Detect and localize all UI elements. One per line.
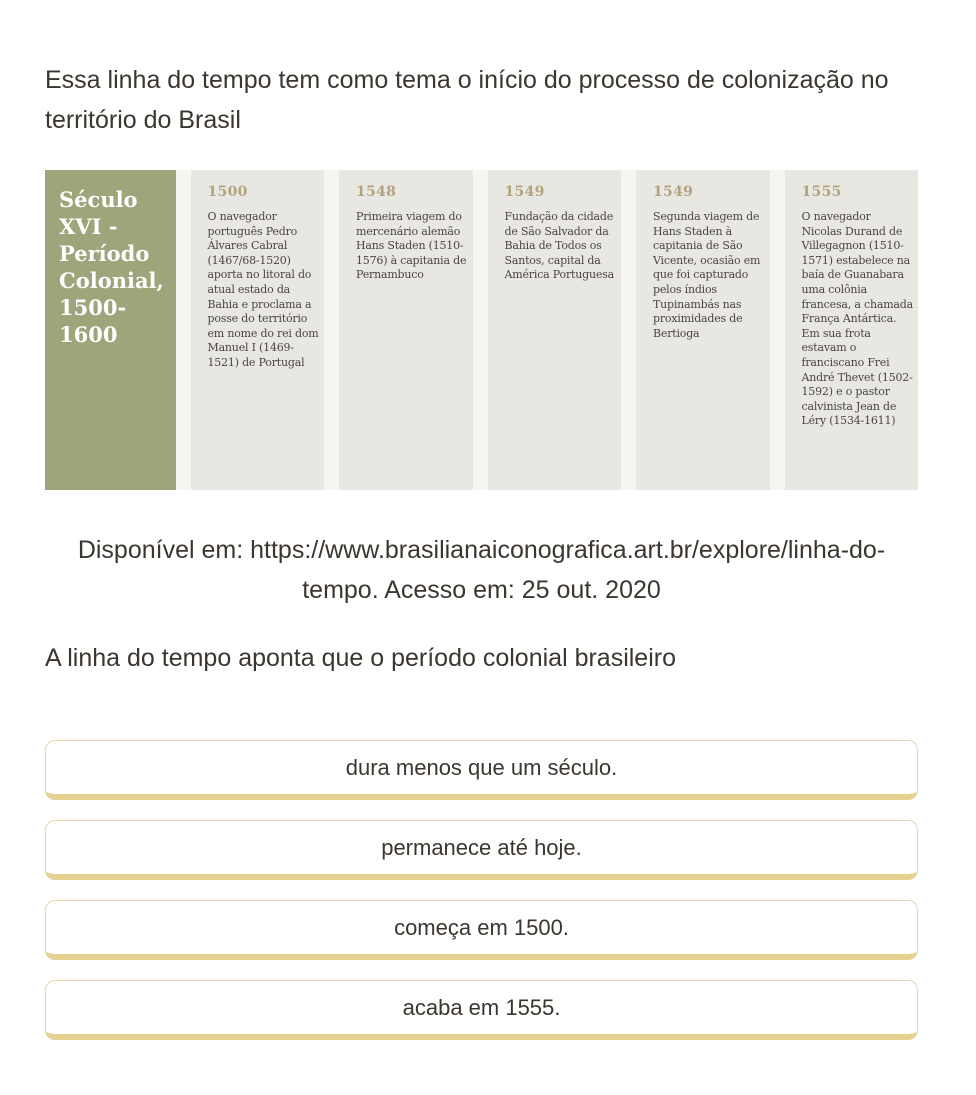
- timeline-event-year: 1555: [801, 184, 842, 200]
- timeline-event-text: Segunda viagem de Hans Staden à capitania de São Vicente, ocasião em que foi capturado pelos índios Tupinambás nas proximidades de Bertioga: [653, 210, 761, 340]
- question-prompt: A linha do tempo aponta que o período colonial brasileiro: [45, 644, 676, 672]
- timeline-event: [488, 170, 622, 490]
- timeline-header-line: Colonial,: [59, 268, 164, 293]
- timeline-event: [785, 170, 919, 490]
- timeline-event-text: O navegador português Pedro Álvares Cabral (1467/68-1520) aporta no litoral do atual estado da Bahia e proclama a posse do território em nome do rei dom Manuel I (1469-1521) de Portugal: [207, 210, 319, 369]
- timeline-header-line: 1600: [59, 322, 118, 347]
- timeline-image: [45, 170, 918, 490]
- timeline-header-line: XVI -: [59, 214, 118, 239]
- timeline-header-line: 1500-: [59, 295, 127, 320]
- answer-option-3[interactable]: começa em 1500.: [45, 900, 918, 960]
- answer-option-2[interactable]: permanece até hoje.: [45, 820, 918, 880]
- timeline-event-year: 1549: [504, 184, 545, 200]
- source-citation: Disponível em: https://www.brasilianaiconografica.art.br/explore/linha-do-tempo. Acesso em: 25 out. 2020: [77, 536, 886, 604]
- answer-option-1[interactable]: dura menos que um século.: [45, 740, 918, 800]
- timeline-event-text: Fundação da cidade de São Salvador da Bahia de Todos os Santos, capital da América Portuguesa: [504, 210, 614, 282]
- timeline-event: [191, 170, 325, 490]
- question-intro: Essa linha do tempo tem como tema o início do processo de colonização no território do Brasil: [45, 66, 889, 134]
- answer-option-4[interactable]: acaba em 1555.: [45, 980, 918, 1040]
- timeline-event-year: 1548: [356, 184, 397, 200]
- timeline-event-text: Primeira viagem do mercenário alemão Hans Staden (1510-1576) à capitania de Pernambuco: [356, 210, 467, 282]
- timeline-event-text: O navegador Nicolas Durand de Villegagnon (1510-1571) estabelece na baía de Guanabara uma colônia francesa, a chamada França Antártica. Em sua frota estavam o franciscano Frei André Thevet (1502-1592) e o pastor calvinista Jean de Léry (1534-1611): [801, 210, 913, 428]
- timeline-event: [636, 170, 770, 490]
- timeline-event-year: 1500: [207, 184, 248, 200]
- answer-options: [45, 740, 918, 1060]
- timeline-event-year: 1549: [653, 184, 694, 200]
- timeline-event: [339, 170, 473, 490]
- timeline-header-line: Período: [59, 241, 150, 266]
- timeline-header-line: Século: [59, 187, 138, 212]
- timeline-header: [45, 170, 176, 490]
